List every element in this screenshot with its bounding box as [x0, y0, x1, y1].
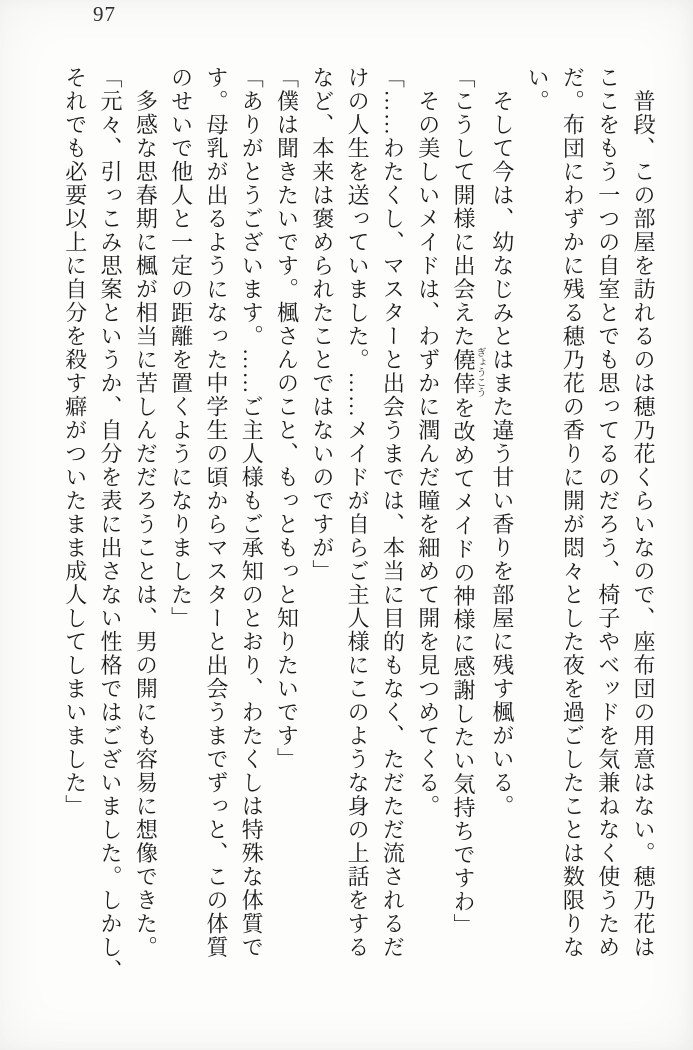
- text-line: 「こうして開様に出会えた僥倖ぎょうこうを改めてメイドの神様に感謝したい気持ちですわ」: [451, 66, 486, 937]
- text-line: 多感な思春期に楓が相当に苦しんだだろうことは、男の開にも容易に想像できた。: [133, 66, 159, 959]
- text-line: 「……わたくし、マスターと出会うまでは、本当に目的もなく、ただただ流されるだ: [380, 66, 406, 959]
- text-line: す。母乳が出るようになった中学生の頃からマスターと出会うまでずっと、この体質: [203, 66, 229, 959]
- text-line: い。: [525, 66, 551, 113]
- furigana-ruby: 僥倖ぎょうこう: [451, 347, 486, 398]
- text-line: 「ありがとうございます。……ご主人様もご承知のとおり、わたくしは特殊な体質で: [239, 66, 265, 959]
- text-line: それでも必要以上に自分を殺す癖がついたまま成人してしまいました」: [62, 66, 88, 818]
- text-line: けの人生を送っていました。……メイドが自らご主人様にこのような身の上話をする: [345, 66, 371, 959]
- text-block: [57, 66, 661, 983]
- text-line: のせいで他人と一定の距離を置くようになりました」: [168, 66, 194, 630]
- text-line: 普段、この部屋を訪れるのは穂乃花くらいなので、座布団の用意はない。穂乃花は: [631, 66, 656, 959]
- text-line: 「元々、引っこみ思案というか、自分を表に出さない性格ではございました。しかし、: [98, 66, 124, 983]
- text-line: その美しいメイドは、わずかに潤んだ瞳を細めて開を見つめてくる。: [415, 66, 441, 818]
- page-number: 97: [93, 2, 116, 26]
- text-line: ここをもう一つの自室とでも思ってるのだろう、椅子やベッドを気兼ねなく使うため: [595, 66, 621, 959]
- text-line: など、本来は褒められたことではないのですが」: [309, 66, 335, 583]
- text-line: だ。布団にわずかに残る穂乃花の香りに開が悶々とした夜を過ごしたことは数限りな: [560, 66, 586, 959]
- text-line: そして今は、幼なじみとはまた違う甘い香りを部屋に残す楓がいる。: [489, 66, 515, 818]
- text-line: 「僕は聞きたいです。楓さんのこと、もっともっと知りたいです」: [274, 66, 300, 771]
